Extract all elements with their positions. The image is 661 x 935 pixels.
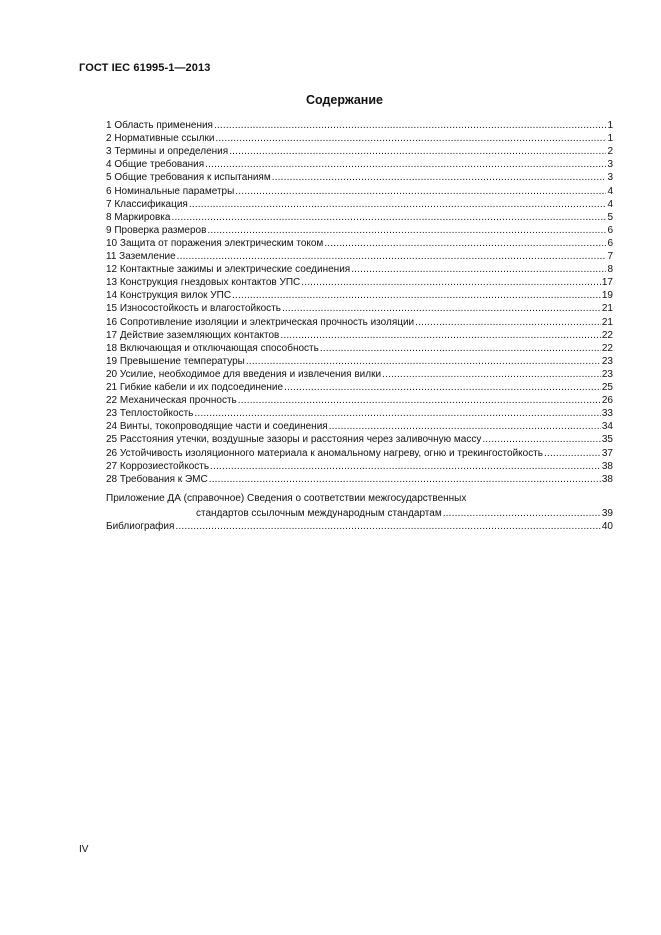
toc-entry-bibliography [106, 520, 613, 533]
toc-entry [106, 119, 613, 132]
toc-leader-dots [351, 264, 606, 276]
toc-entry [106, 447, 613, 460]
toc-entry-label: стандартов ссылочным международным стандартам [196, 508, 442, 519]
toc-entry [106, 158, 613, 171]
toc-leader-dots [189, 199, 607, 211]
toc-leader-dots [246, 356, 601, 368]
toc-leader-dots [207, 225, 606, 237]
toc-entry-label: 1 Область применения [106, 120, 213, 131]
toc-entry-page: 19 [601, 290, 613, 302]
toc-entry [106, 316, 613, 329]
toc-entry-label: 20 Усилие, необходимое для введения и извлечения вилки [106, 368, 382, 380]
toc-entry [106, 198, 613, 211]
toc-entry [106, 460, 613, 473]
toc-entry-label: 10 Защита от поражения электрическим током [106, 237, 324, 249]
toc-entry [106, 420, 613, 433]
toc-entry-page: 25 [601, 382, 613, 393]
toc-entry-page: 23 [601, 368, 613, 380]
toc-entry [106, 342, 613, 355]
toc-entry [106, 171, 613, 184]
toc-entry-label: 8 Маркировка [106, 211, 171, 223]
toc-leader-dots [177, 251, 607, 263]
toc-leader-dots [320, 343, 601, 355]
toc-entry-label: 16 Сопротивление изоляции и электрическая прочность изоляции [106, 316, 415, 328]
toc-leader-dots [443, 508, 601, 520]
toc-leader-dots [175, 521, 600, 533]
toc-entry [106, 407, 613, 420]
toc-entry-label: 6 Номинальные параметры [106, 185, 235, 197]
toc-entry-label: 14 Конструкция вилок УПС [106, 290, 232, 302]
toc-entry-page: 38 [601, 473, 613, 485]
toc-entry-page: 34 [601, 421, 613, 433]
document-code: ГОСТ IEC 61995-1—2013 [79, 62, 211, 74]
toc-leader-dots [194, 408, 600, 420]
toc-entry [106, 185, 613, 198]
toc-entry [106, 276, 613, 289]
toc-entry-label: 3 Термины и определения [106, 146, 229, 158]
toc-entry-label: 26 Устойчивость изоляционного материала к аномальному нагреву, огню и трекингостойкость [106, 447, 543, 459]
toc-entry-page: 38 [601, 460, 613, 472]
toc-entry [106, 433, 613, 446]
toc-entry-page: 8 [607, 264, 613, 276]
toc-entry [106, 302, 613, 315]
toc-entry-appendix [196, 507, 613, 520]
toc-leader-dots [229, 146, 606, 158]
toc-entry-label: 27 Коррозиестойкость [106, 460, 210, 472]
toc-entry-label: 21 Гибкие кабели и их подсоединение [106, 382, 284, 393]
toc-entry-label: 2 Нормативные ссылки [106, 133, 215, 145]
toc-leader-dots [171, 212, 606, 224]
toc-entry [106, 132, 613, 145]
toc-entry-page: 5 [607, 211, 613, 223]
toc-entry-page: 4 [607, 198, 613, 210]
toc-entry [106, 368, 613, 381]
toc-leader-dots [544, 448, 601, 460]
toc-entry-page: 26 [601, 395, 613, 407]
toc-leader-dots [209, 474, 601, 486]
toc-entry-page: 6 [607, 237, 613, 249]
toc-leader-dots [210, 461, 601, 473]
toc-entry-page: 4 [607, 185, 613, 197]
page-number: IV [79, 844, 89, 855]
toc-entry-page: 1 [607, 120, 613, 131]
toc-leader-dots [284, 382, 601, 394]
toc-leader-dots [232, 290, 601, 302]
toc-entry [106, 263, 613, 276]
toc-leader-dots [382, 369, 601, 381]
toc-entry-label: 7 Классификация [106, 198, 188, 210]
toc-entry-label: 22 Механическая прочность [106, 395, 237, 407]
toc-entry-label: 15 Износостойкость и влагостойкость [106, 303, 281, 315]
toc-entry-label: 13 Конструкция гнездовых контактов УПС [106, 277, 301, 289]
toc-entry-page: 37 [601, 447, 613, 459]
toc-entry-page: 39 [601, 508, 613, 519]
toc-entry [106, 473, 613, 486]
toc-leader-dots [238, 395, 601, 407]
toc-entry [106, 394, 613, 407]
toc-leader-dots [205, 159, 606, 171]
toc-entry [106, 381, 613, 394]
toc-entry-label: 9 Проверка размеров [106, 224, 207, 236]
toc-entry-page: 3 [607, 159, 613, 171]
toc-entry-label: 12 Контактные зажимы и электрические соединения [106, 264, 351, 276]
toc-leader-dots [329, 421, 601, 433]
toc-entry-page: 21 [601, 303, 613, 315]
toc-entry-page: 22 [601, 342, 613, 354]
page-title: Содержание [305, 93, 383, 107]
toc-entry-page: 23 [601, 355, 613, 367]
toc-entry-label: 25 Расстояния утечки, воздушные зазоры и расстояния через заливочную массу [106, 434, 482, 446]
toc-leader-dots [482, 434, 601, 446]
toc-entry-page: 3 [607, 172, 613, 184]
toc-entry-label: 28 Требования к ЭМС [106, 473, 208, 485]
toc-entry-page: 21 [601, 316, 613, 328]
toc-entry-page: 40 [601, 521, 613, 532]
toc-entry-page: 1 [607, 133, 613, 145]
toc-leader-dots [415, 317, 601, 329]
toc-entry-page: 33 [601, 408, 613, 420]
toc-entry-label: 19 Превышение температуры [106, 355, 245, 367]
toc-entry [106, 145, 613, 158]
toc-entry-label: 23 Теплостойкость [106, 408, 194, 420]
toc-entry-page: 35 [601, 434, 613, 446]
toc-entry-page: 7 [607, 251, 613, 262]
appendix-title-line1: Приложение ДА (справочное) Сведения о соответствии межгосударственных [106, 493, 467, 504]
toc-entry-page: 6 [607, 224, 613, 236]
toc-entry-page: 22 [601, 329, 613, 341]
toc-leader-dots [324, 238, 606, 250]
toc-leader-dots [282, 303, 601, 315]
toc-leader-dots [301, 277, 601, 289]
toc-entry [106, 355, 613, 368]
toc-entry [106, 224, 613, 237]
toc-leader-dots [272, 172, 607, 184]
toc-entry-label: Библиография [106, 521, 175, 532]
toc-entry [106, 211, 613, 224]
toc-leader-dots [214, 120, 606, 132]
toc-entry-page: 17 [601, 277, 613, 289]
toc-entry-label: 5 Общие требования к испытаниям [106, 172, 271, 184]
toc-entry [106, 289, 613, 302]
toc-entry-label: 4 Общие требования [106, 159, 205, 171]
toc-entry-label: 11 Заземление [106, 251, 176, 262]
toc-entry-label: 24 Винты, токопроводящие части и соединения [106, 421, 328, 433]
toc-entry [106, 250, 613, 263]
toc-entry-label: 17 Действие заземляющих контактов [106, 329, 280, 341]
toc-leader-dots [280, 330, 601, 342]
toc-entry [106, 329, 613, 342]
toc-entry-label: 18 Включающая и отключающая способность [106, 342, 319, 354]
toc-entry-page: 2 [607, 146, 613, 158]
toc-entry [106, 237, 613, 250]
toc-leader-dots [235, 186, 606, 198]
toc-leader-dots [215, 133, 606, 145]
